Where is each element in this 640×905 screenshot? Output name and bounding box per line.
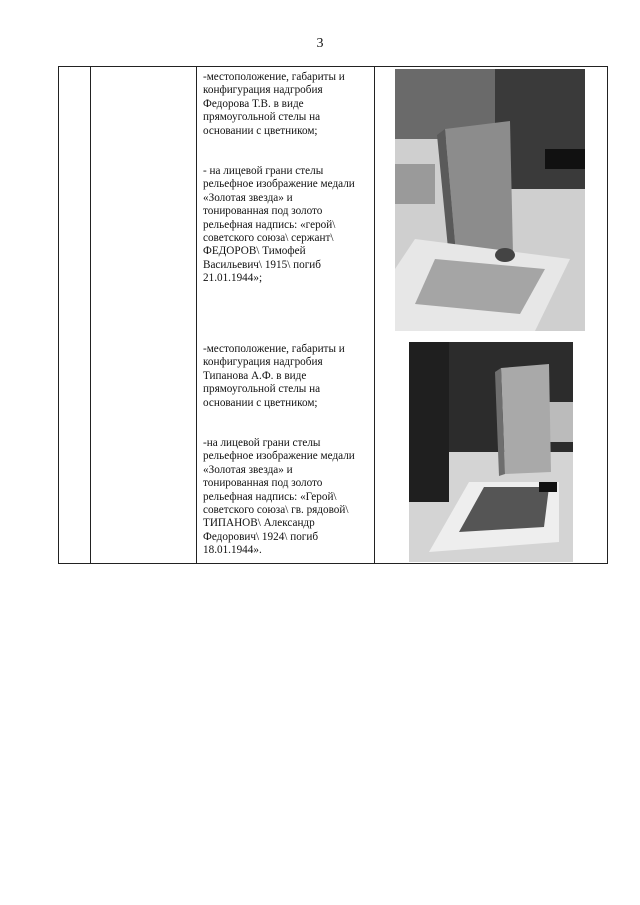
entry-2-location-text: -местоположение, габариты и конфигурация надгробия Типанова А.Ф. в виде прямоугольной стелы на основании с цветником; xyxy=(203,343,345,409)
entry-1-inscription-text: - на лицевой грани стелы рельефное изображение медали «Золотая звезда» и тонированная под золото рельефная надпись: «герой\ советского союза\ сержант\ ФЕДОРОВ\ Тимофей Васильевич\ 1915\ погиб 21.01.1944»; xyxy=(203,165,355,285)
page-number: 3 xyxy=(316,36,324,51)
entry-2-inscription-text: -на лицевой грани стелы рельефное изображение медали «Золотая звезда» и тонированная под золото рельефная надпись: «Герой\ советского союза\ гв. рядовой\ ТИПАНОВ\ Александр Федорович\ 1924\ погиб 18.01.1944». xyxy=(203,437,355,557)
gravestone-photo-1 xyxy=(395,69,585,331)
entry-1-description xyxy=(203,71,375,286)
monument-table xyxy=(58,66,608,564)
entry-1-location-text: -местоположение, габариты и конфигурация надгробия Федорова Т.В. в виде прямоугольной стелы на основании с цветником; xyxy=(203,71,345,137)
column-divider xyxy=(90,67,91,563)
entry-2-description xyxy=(203,343,375,558)
entry-2-photo xyxy=(409,342,573,562)
column-divider xyxy=(196,67,197,563)
gravestone-photo-2 xyxy=(409,342,573,562)
entry-1-photo xyxy=(395,69,585,331)
